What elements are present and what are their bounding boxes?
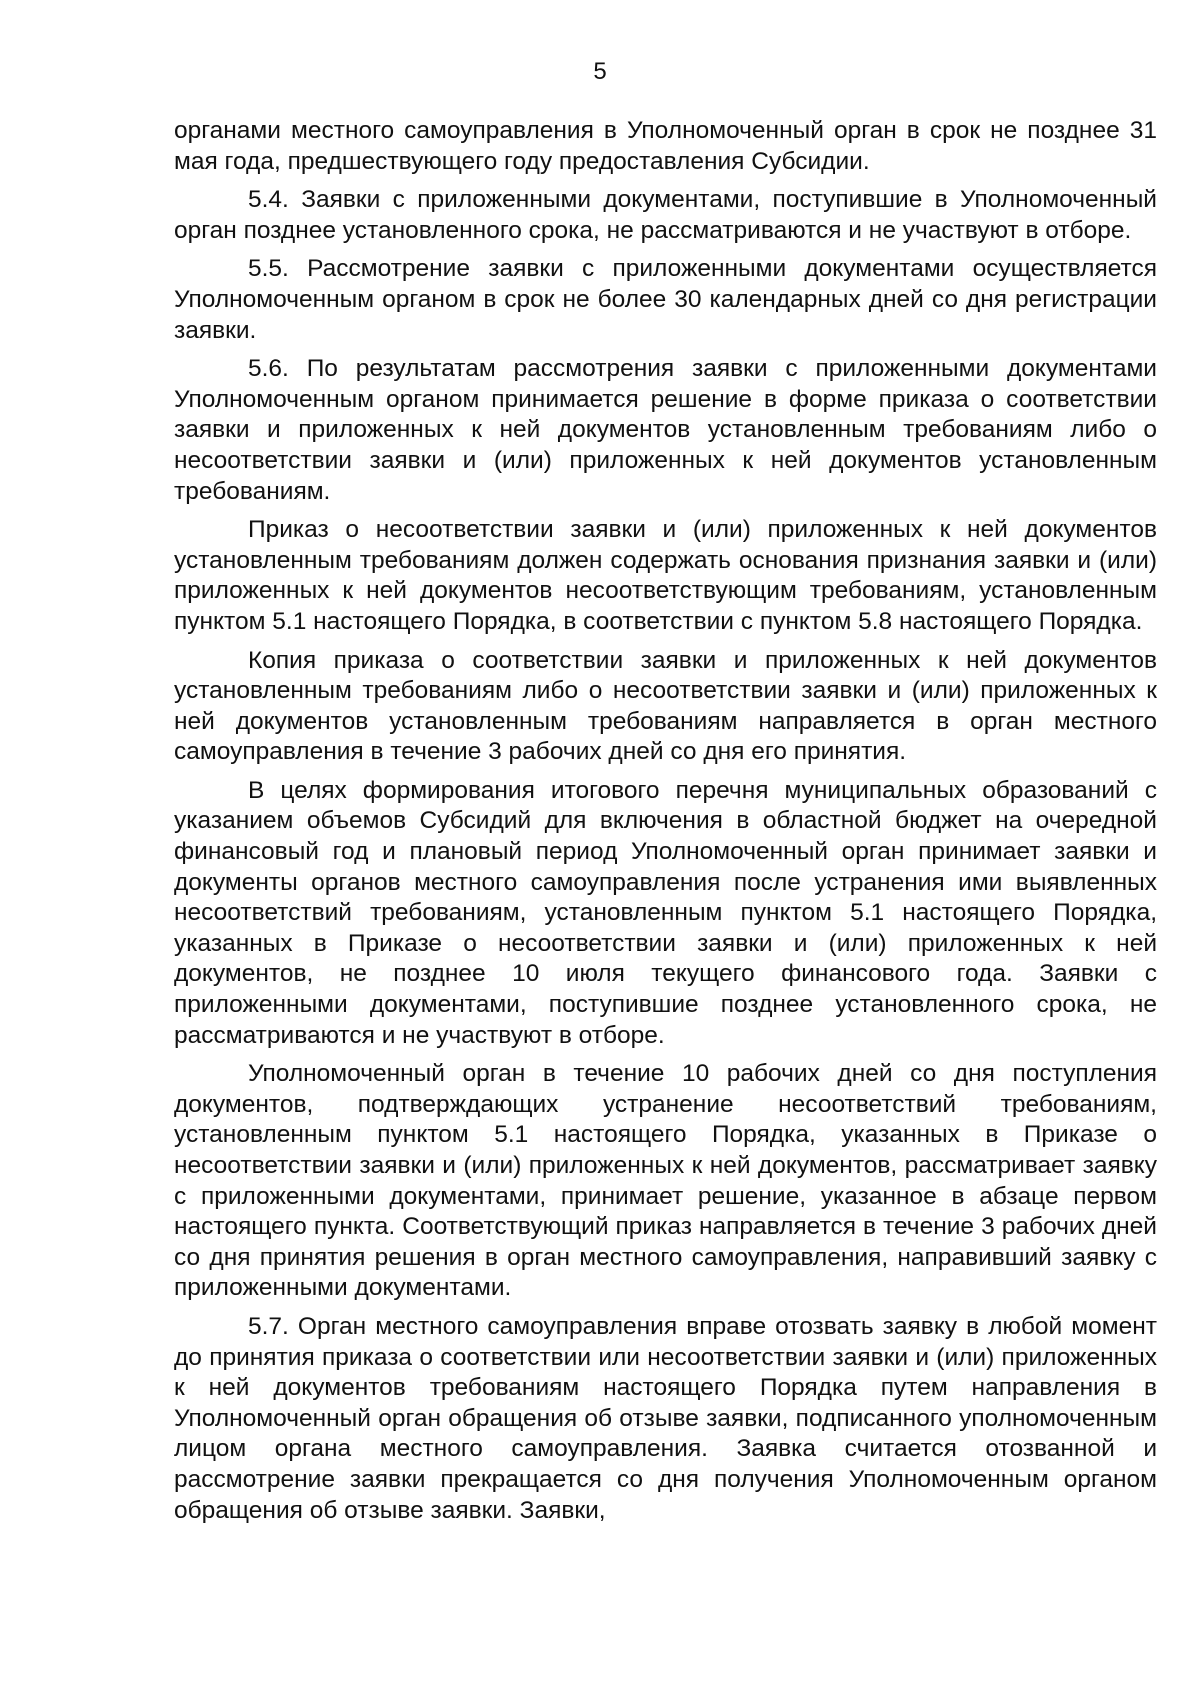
- paragraph-5-4: 5.4. Заявки с приложенными документами, поступившие в Уполномоченный орган позднее установленного срока, не рассматриваются и не участвуют в отборе.: [174, 186, 1157, 244]
- paragraph-resubmission-review: Уполномоченный орган в течение 10 рабочих дней со дня поступления документов, подтверждающих устранение несоответствий требованиям, установленным пунктом 5.1 настоящего Порядка, указанных в Приказе о несоответствии заявки и (или) приложенных к ней документов, рассматривает заявку с приложенными документами, принимает решение, указанное в абзаце первом настоящего пункта. Соответствующий приказ направляется в течение 3 рабочих дней со дня принятия решения в орган местного самоуправления, направивший заявку с приложенными документами.: [174, 1060, 1157, 1302]
- page-number: 5: [593, 58, 607, 85]
- paragraph-final-list: В целях формирования итогового перечня муниципальных образований с указанием объемов Субсидий для включения в областной бюджет на очередной финансовый год и плановый период Уполномоченный орган принимает заявки и документы органов местного самоуправления после устранения ими выявленных несоответствий требованиям, установленным пунктом 5.1 настоящего Порядка, указанных в Приказе о несоответствии заявки и (или) приложенных к ней документов, не позднее 10 июля текущего финансового года. Заявки с приложенными документами, поступившие позднее установленного срока, не рассматриваются и не участвуют в отборе.: [174, 776, 1157, 1049]
- document-body: [174, 116, 1157, 1534]
- paragraph-5-6: 5.6. По результатам рассмотрения заявки с приложенными документами Уполномоченным органом принимается решение в форме приказа о соответствии заявки и приложенных к ней документов установленным требованиям либо о несоответствии заявки и (или) приложенных к ней документов установленным требованиям.: [174, 355, 1157, 505]
- paragraph-nonconformity-order: Приказ о несоответствии заявки и (или) приложенных к ней документов установленным требованиям должен содержать основания признания заявки и (или) приложенных к ней документов несоответствующим требованиям, установленным пунктом 5.1 настоящего Порядка, в соответствии с пунктом 5.8 настоящего Порядка.: [174, 516, 1157, 635]
- paragraph-5-5: 5.5. Рассмотрение заявки с приложенными документами осуществляется Уполномоченным органом в срок не более 30 календарных дней со дня регистрации заявки.: [174, 255, 1157, 344]
- paragraph-continuation: органами местного самоуправления в Уполномоченный орган в срок не позднее 31 мая года, предшествующего году предоставления Субсидии.: [174, 117, 1157, 175]
- paragraph-order-copy: Копия приказа о соответствии заявки и приложенных к ней документов установленным требованиям либо о несоответствии заявки и (или) приложенных к ней документов установленным требованиям направляется в орган местного самоуправления в течение 3 рабочих дней со дня его принятия.: [174, 646, 1157, 766]
- paragraph-5-7: 5.7. Орган местного самоуправления вправе отозвать заявку в любой момент до принятия приказа о соответствии или несоответствии заявки и (или) приложенных к ней документов требованиям настоящего Порядка путем направления в Уполномоченный орган обращения об отзыве заявки, подписанного уполномоченным лицом органа местного самоуправления. Заявка считается отозванной и рассмотрение заявки прекращается со дня получения Уполномоченным органом обращения об отзыве заявки. Заявки,: [174, 1312, 1157, 1524]
